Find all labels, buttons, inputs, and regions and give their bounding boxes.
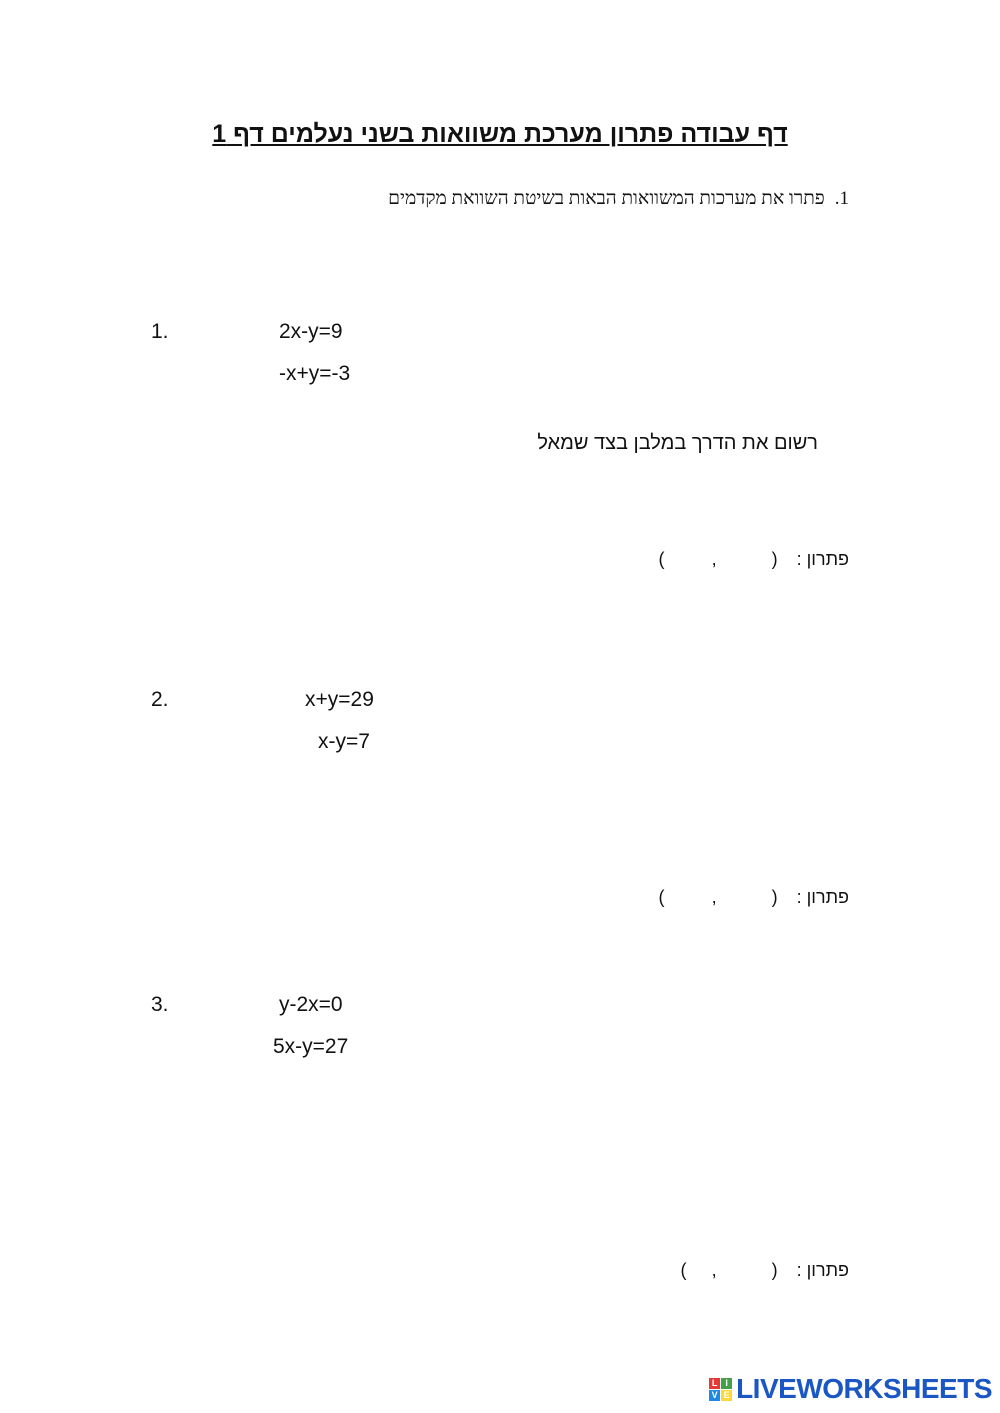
problem-2-number: 2.	[151, 688, 169, 711]
logo-cube: I	[721, 1378, 732, 1389]
solution-comma: ,	[711, 549, 717, 569]
problem-1-equation-2: -x+y=-3	[279, 362, 351, 385]
solution-open-paren: (	[771, 549, 778, 569]
problem-3-equation-1: y-2x=0	[279, 993, 343, 1016]
solution-comma: ,	[711, 887, 717, 907]
liveworksheets-logo	[709, 1373, 992, 1405]
solution-label: פתרון :	[796, 887, 849, 907]
solution-close-paren: )	[658, 549, 665, 569]
solution-2	[659, 887, 849, 908]
instruction	[388, 188, 849, 210]
solution-open-paren: (	[771, 1260, 778, 1280]
logo-text: LIVEWORKSHEETS	[736, 1373, 992, 1404]
solution-label: פתרון :	[796, 549, 849, 569]
solution-close-paren: )	[658, 887, 665, 907]
problem-3-equation-2: 5x-y=27	[273, 1035, 349, 1058]
instruction-number: 1.	[834, 188, 849, 209]
solution-1	[659, 549, 849, 570]
problem-2-equation-2: x-y=7	[318, 730, 370, 753]
solution-open-paren: (	[771, 887, 778, 907]
problem-1-number: 1.	[151, 320, 169, 343]
solution-comma: ,	[711, 1260, 717, 1280]
problem-3-number: 3.	[151, 993, 169, 1016]
problem-1-equation-1: 2x-y=9	[279, 320, 343, 343]
logo-cubes-icon	[709, 1378, 732, 1401]
solution-label: פתרון :	[796, 1260, 849, 1280]
page-title: דף עבודה פתרון מערכת משוואות בשני נעלמים דף 1	[212, 120, 788, 148]
instruction-hint: רשום את הדרך במלבן בצד שמאל	[537, 432, 818, 454]
logo-cube: V	[709, 1390, 720, 1401]
logo-cube: E	[721, 1390, 732, 1401]
logo-cube: L	[709, 1378, 720, 1389]
solution-3	[681, 1260, 849, 1281]
solution-close-paren: )	[680, 1260, 687, 1280]
instruction-text: פתרו את מערכות המשוואות הבאות בשיטת השוואת מקדמים	[388, 188, 825, 209]
problem-2-equation-1: x+y=29	[305, 688, 374, 711]
